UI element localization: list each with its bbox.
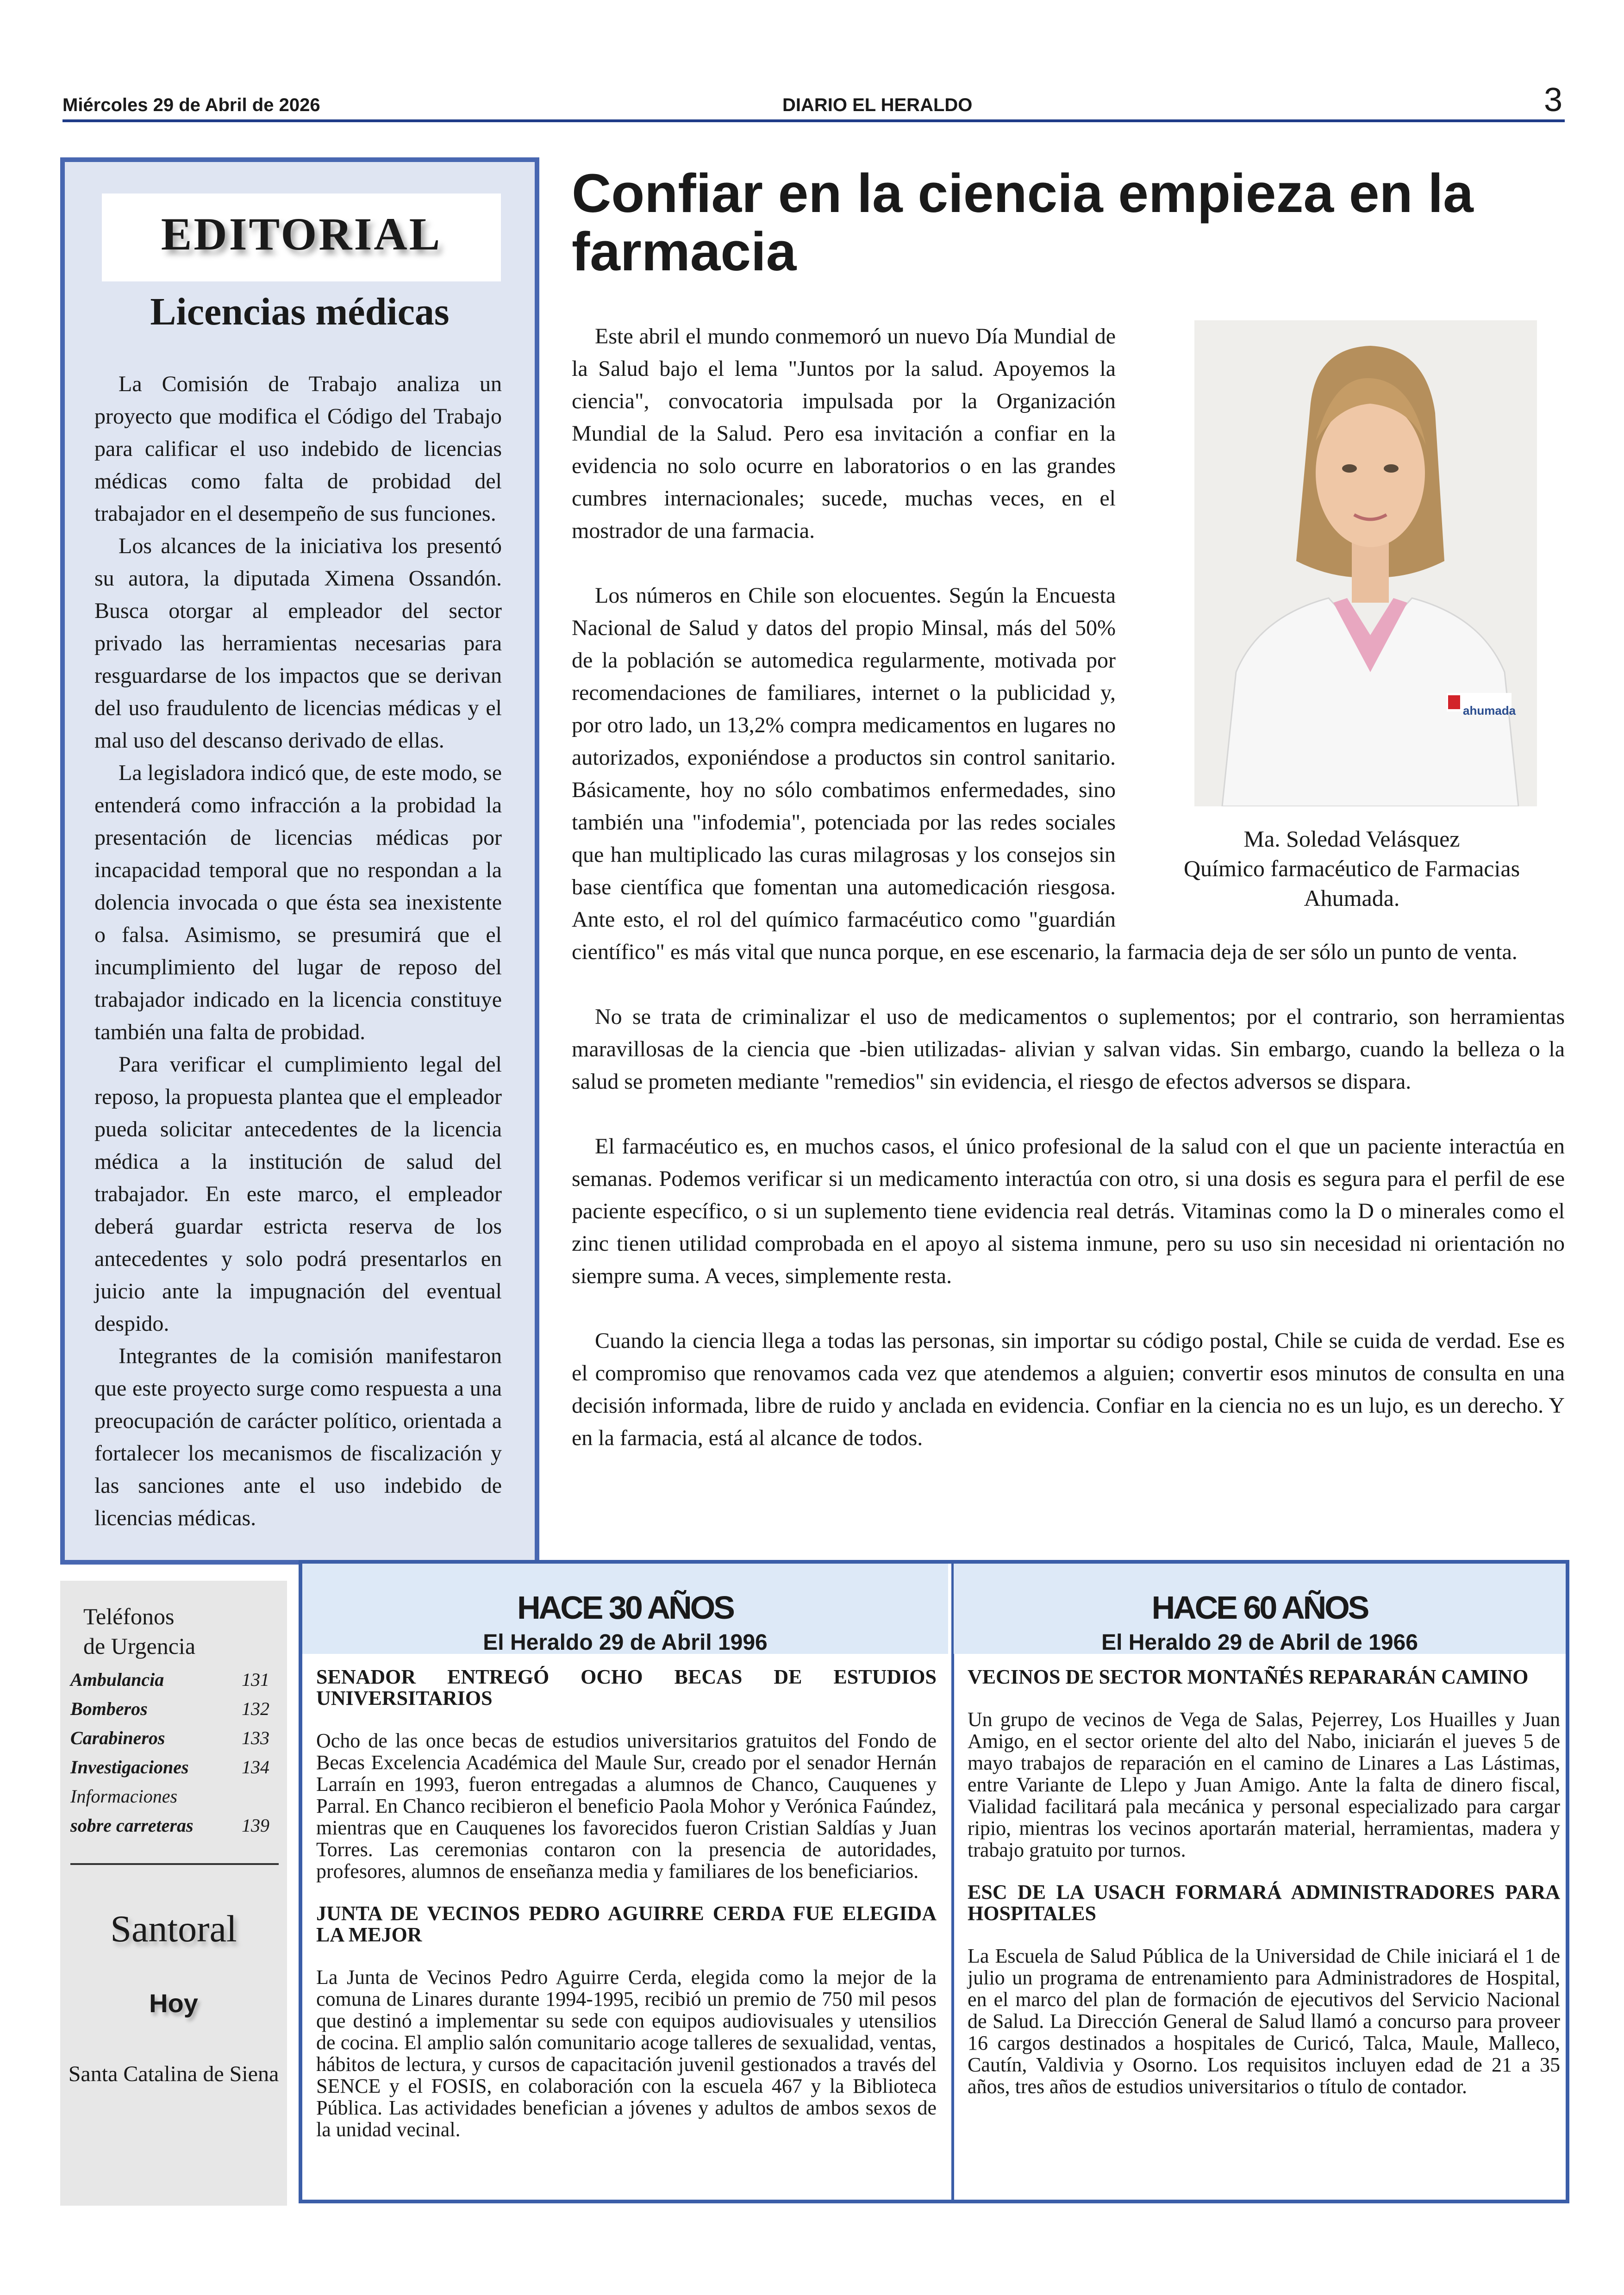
phone-row <box>70 1727 269 1749</box>
article-body <box>572 320 1565 1487</box>
article-title: Confiar en la ciencia empieza en la farmacia <box>572 163 1474 282</box>
phone-number: 134 <box>242 1757 269 1777</box>
santoral-saint: Santa Catalina de Siena <box>68 2062 279 2086</box>
phone-row <box>70 1756 269 1778</box>
editorial-paragraph: La Comisión de Trabajo analiza un proyecto que modifica el Código del Trabajo para calificar el uso indebido de licencias médicas como falta de probidad del trabajador en el desempeño de sus funciones. <box>94 372 502 526</box>
hace30-title: HACE 30 AÑOS <box>517 1590 733 1626</box>
editorial-banner <box>102 193 501 281</box>
author-photo <box>1194 320 1537 806</box>
phone-label: Carabineros <box>70 1727 165 1748</box>
phone-label: sobre carreteras <box>70 1815 194 1836</box>
sidebar-box <box>60 1581 287 2206</box>
editorial-paragraph: La legisladora indicó que, de este modo, se entenderá como infracción a la probidad la presentación de licencias médicas por incapacidad temporal que no respondan a la dolencia invocada o que ésta sea inexistente o falsa. Asimismo, se presumirá que el incumplimiento del lugar de reposo del trabajador indicado en la licencia constituye también una falta de probidad. <box>94 761 502 1044</box>
phone-number: 131 <box>242 1669 269 1690</box>
phone-info-text: Informaciones <box>70 1786 178 1807</box>
story-headline: SENADOR ENTREGÓ OCHO BECAS DE ESTUDIOS UNIVERSITARIOS <box>316 1665 937 1709</box>
editorial-banner-text: EDITORIAL <box>161 208 442 260</box>
article-paragraph: Cuando la ciencia llega a todas las personas, sin importar su código postal, Chile se cuida de verdad. Ese es el compromiso que renovamos cada vez que atendemos a alguien; convertir esos minutos de consulta en una decisión informada, libre de ruido y anclada en evidencia. Confiar en la ciencia no es un lujo, es un derecho. Y en la farmacia, está al alcance de todos. <box>572 1328 1565 1450</box>
hace60-stories <box>968 1666 1560 2118</box>
hace60-title: HACE 60 AÑOS <box>1151 1590 1368 1626</box>
story-headline: ESC DE LA USACH FORMARÁ ADMINISTRADORES PARA HOSPITALES <box>968 1881 1560 1925</box>
phone-number: 133 <box>242 1727 269 1748</box>
caption-name: Ma. Soledad Velásquez <box>1243 826 1460 852</box>
header-rule <box>62 119 1565 122</box>
editorial-paragraph: Los alcances de la iniciativa los presentó su autora, la diputada Ximena Ossandón. Busca otorgar al empleador del sector privado las herramientas necesarias para resguardarse de los impactos que se derivan del uso fraudulento de licencias médicas y el mal uso del descanso derivado de ellas. <box>94 534 502 753</box>
article-paragraph: Los números en Chile son elocuentes. Según la Encuesta Nacional de Salud y datos del propio Minsal, más del 50% de la población se automedica regularmente, motivada por recomendaciones de familiares, internet o la publicidad y, por otro lado, un 13,2% compra medicamentos en lugares no autorizados, exponiéndose a productos sin control sanitario. Básicamente, hoy no sólo combatimos enfermedades, sino también una "infodemia", potenciada por las redes sociales que han multiplicado las curas milagrosas y los consejos sin base científica que fomentan una automedicación riesgosa. Ante esto, el rol del químico farmacéutico como "guardián científico" es más vital que nunca porque, en ese escenario, la farmacia deja de ser sólo un punto de venta. <box>572 583 1518 964</box>
story-headline: JUNTA DE VECINOS PEDRO AGUIRRE CERDA FUE ELEGIDA LA MEJOR <box>316 1902 937 1946</box>
telefonos-title-line: Teléfonos <box>83 1603 175 1629</box>
newspaper-name: DIARIO EL HERALDO <box>782 95 973 115</box>
photo-caption <box>1139 824 1565 913</box>
phone-number: 132 <box>242 1698 269 1719</box>
story-body: La Escuela de Salud Pública de la Universidad de Chile iniciará el 1 de julio un programa de entrenamiento para Administradores de Hospital, en el marco del plan de formación de ejecutivos del Servicio Nacional de Salud. La Dirección General de Salud llamó a concurso para proveer 16 cargos destinados a hospitales de Curicó, Talca, Maule, Malleco, Cautín, Valdivia y Osorno. Los requisitos incluyen edad de 21 a 35 años, tres años de estudios universitarios o título de contador. <box>968 1945 1560 2098</box>
editorial-subtitle: Licencias médicas <box>150 290 450 333</box>
editorial-paragraph: Para verificar el cumplimiento legal del reposo, la propuesta plantea que el empleador pueda solicitar antecedentes de la licencia médica a la institución de salud del trabajador. En este marco, el empleador deberá guardar estricta reserva de los antecedentes y solo podrá presentarlos en juicio ante la impugnación del eventual despido. <box>94 1052 502 1336</box>
santoral-title: Santoral <box>110 1908 237 1950</box>
hace60-subtitle: El Heraldo 29 de Abril de 1966 <box>1101 1630 1418 1655</box>
phone-row <box>70 1669 269 1690</box>
page-number: 3 <box>1544 81 1563 118</box>
article-paragraph: El farmacéutico es, en muchos casos, el único profesional de la salud con el que un paciente interactúa en semanas. Podemos verificar si un medicamento interactúa con otro, si una dosis es segura para el perfil de ese paciente específico, o si un suplemento tiene evidencia real detrás. Vitaminas como la D o minerales como el zinc tienen utilidad comprobada en el apoyo al sistema inmune, pero su uso sin necesidad ni orientación no siempre suma. A veces, simplemente resta. <box>572 1134 1565 1288</box>
story-body: Un grupo de vecinos de Vega de Salas, Pejerrey, Los Huailles y Juan Amigo, en el sector oriente del alto del Nabo, iniciarán el jueves 5 de mayo trabajos de reparación en el camino de Linares a Las Lástimas, entre Variante de Llepo y Juan Amigo. Ante la falta de dinero fiscal, Vialidad facilitará pala mecánica y personal especializado para cargar ripio, mientras los vecinos aportarán material, herramientas, madera y trabajo gratuito por turnos. <box>968 1708 1560 1861</box>
phone-label: Investigaciones <box>70 1757 189 1777</box>
hace30-subtitle: El Heraldo 29 de Abril 1996 <box>483 1630 768 1655</box>
phone-number: 139 <box>242 1815 269 1836</box>
hace60-column <box>954 1564 1566 2200</box>
story-headline: VECINOS DE SECTOR MONTAÑÉS REPARARÁN CAMINO <box>968 1665 1529 1688</box>
telefonos-title <box>83 1602 195 1661</box>
editorial-box <box>60 157 539 1565</box>
header-date: Miércoles 29 de Abril de 2026 <box>62 95 320 115</box>
santoral-hoy: Hoy <box>149 1989 198 2018</box>
editorial-paragraph: Integrantes de la comisión manifestaron que este proyecto surge como respuesta a una preocupación de carácter político, orientada a fortalecer los mecanismos de fiscalización y las sanciones ante el uso indebido de licencias médicas. <box>94 1344 502 1530</box>
phone-info-line <box>70 1785 269 1807</box>
article-paragraph: Este abril el mundo conmemoró un nuevo Día Mundial de la Salud bajo el lema "Juntos por la salud. Apoyemos la ciencia", convocatoria impulsada por la Organización Mundial de la Salud. Pero esa invitación a confiar en la evidencia no solo ocurre en laboratorios o en las grandes cumbres internacionales; sucede, muchas veces, en el mostrador de una farmacia. <box>572 324 1116 543</box>
phone-row <box>70 1815 269 1836</box>
caption-role: Químico farmacéutico de Farmacias Ahumada. <box>1183 855 1520 911</box>
telefonos-title-line: de Urgencia <box>83 1633 196 1659</box>
story-body: Ocho de las once becas de estudios universitarios gratuitos del Fondo de Becas Excelencia Académica del Maule Sur, creado por el senador Hernán Larraín en 1993, fueron entregadas a alumnos de Chanco, Cauquenes y Parral. En Chanco recibieron el beneficio Paola Mohor y Verónica Faúndez, mientras que en Cauquenes los favorecidos fueron Cristian Saldías y Juan Torres. Las ceremonias contaron con la presencia de autoridades, profesores, alumnos de enseñanza media y familiares de los beneficiarios. <box>316 1729 937 1883</box>
hace60-header <box>954 1564 1566 1654</box>
history-box <box>299 1560 1569 2203</box>
phone-label: Bomberos <box>70 1698 148 1719</box>
phone-row <box>70 1698 269 1720</box>
hace30-column <box>302 1564 948 2200</box>
sidebar-divider <box>70 1863 279 1865</box>
article-paragraph: No se trata de criminalizar el uso de medicamentos o suplementos; por el contrario, son herramientas maravillosas de la ciencia que -bien utilizadas- alivian y salvan vidas. Sin embargo, cuando la belleza o la salud se prometen mediante "remedios" sin evidencia, el riesgo de efectos adversos se dispara. <box>572 1004 1565 1094</box>
hace30-header <box>302 1564 948 1654</box>
author-photo-block <box>1139 320 1565 911</box>
photo-badge-text: ahumada <box>1463 704 1516 717</box>
story-body: La Junta de Vecinos Pedro Aguirre Cerda, elegida como la mejor de la comuna de Linares durante 1994-1995, recibió un premio de 750 mil pesos que destinó a implementar su sede con equipos audiovisuales y utensilios de cocina. El amplio salón comunitario acoge talleres de sexualidad, ventas, hábitos de lectura, y cursos de capacitación juvenil gestionados a través del SENCE y el FOSIS, en colaboración con la escuela 467 y la Biblioteca Pública. Las actividades benefician a jóvenes y adultos de ambos sexos de la unidad vecinal. <box>316 1966 937 2141</box>
editorial-body <box>94 368 502 1534</box>
author-portrait-image <box>1194 320 1537 806</box>
phone-label: Ambulancia <box>70 1669 164 1690</box>
hace30-stories <box>316 1666 937 2161</box>
